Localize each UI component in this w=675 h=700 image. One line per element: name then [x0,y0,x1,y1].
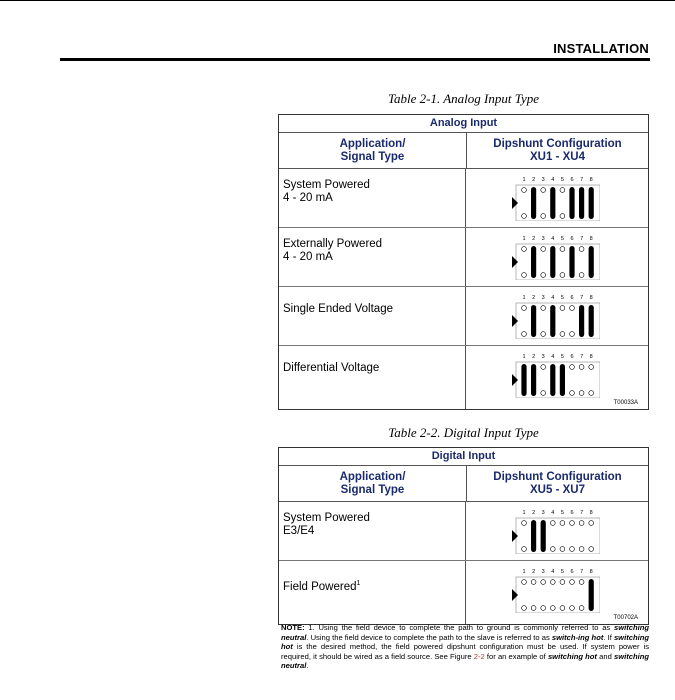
signal-type-line1: System Powered [283,512,370,524]
shunt-bar [531,246,536,278]
shunt-bar [579,187,584,219]
pin-number: 1 [522,236,526,242]
table2-col1-line2: Signal Type [340,483,405,496]
open-contact-top [550,521,555,526]
figure-code: T00702A [613,615,638,621]
open-contact-bottom [589,391,594,396]
dipshunt-diagram [510,567,600,613]
pin-number: 4 [551,177,555,183]
signal-type-line1: Externally Powered [283,238,383,250]
note-text: and [596,651,614,661]
signal-type-cell [279,346,466,409]
pin-number: 2 [532,354,536,360]
open-contact-top [589,521,594,526]
table1-col1-line1: Application/ [339,137,406,150]
open-contact-top [579,521,584,526]
pin-number: 5 [560,569,564,575]
pin-number: 5 [560,295,564,301]
open-contact-bottom [541,332,546,337]
signal-type-cell [279,561,466,624]
shunt-bar [589,246,594,278]
pin-number: 7 [580,177,584,183]
open-contact-bottom [522,606,527,611]
pin-number: 2 [532,236,536,242]
table-row [279,502,648,561]
table-note [281,623,649,671]
pin-number: 4 [551,510,555,516]
table2-col1-line1: Application/ [339,470,406,483]
pin-number: 4 [551,236,555,242]
open-contact-bottom [589,547,594,552]
pin-number: 6 [570,177,574,183]
pin-number: 6 [570,295,574,301]
open-contact-top [522,188,527,193]
signal-type-line2: 4 - 20 mA [283,251,333,263]
dipshunt-cell [466,346,648,409]
open-contact-top [550,580,555,585]
pin-number: 5 [560,236,564,242]
note-text: for an example of [484,651,548,661]
table-row [279,346,648,409]
dipshunt-diagram [510,508,600,554]
open-contact-top [541,247,546,252]
open-contact-top [522,306,527,311]
pin-number: 3 [541,236,545,242]
dipshunt-housing [516,362,600,398]
pin-number: 7 [580,295,584,301]
pin-number: 8 [589,510,593,516]
orientation-marker [512,530,518,542]
table-row [279,287,648,346]
pin-number: 3 [541,354,545,360]
open-contact-top [570,521,575,526]
dipshunt-cell [466,287,648,345]
open-contact-top [579,580,584,585]
pin-number: 3 [541,510,545,516]
note-emphasis: switching neutral [281,651,649,671]
open-contact-bottom [550,606,555,611]
pin-number: 3 [541,569,545,575]
dipshunt-cell [466,169,648,227]
pin-number: 4 [551,354,555,360]
note-emphasis: switching neutral [281,623,649,642]
open-contact-bottom [541,391,546,396]
header-rule [60,58,650,61]
orientation-marker [512,256,518,268]
open-contact-bottom [541,273,546,278]
digital-input-table [278,447,649,625]
pin-number: 4 [551,569,555,575]
pin-number: 8 [589,295,593,301]
open-contact-bottom [560,332,565,337]
note-text: . If [603,632,614,642]
open-contact-top [570,365,575,370]
pin-number: 2 [532,295,536,301]
open-contact-bottom [560,547,565,552]
pin-number: 7 [580,354,584,360]
dipshunt-cell [466,502,648,560]
footnote-marker: 1 [356,580,361,587]
pin-number: 6 [570,569,574,575]
open-contact-bottom [570,332,575,337]
shunt-bar [531,187,536,219]
table1-col-dipshunt [467,133,648,168]
shunt-bar [569,246,574,278]
note-emphasis: switch-ing hot [551,632,604,642]
orientation-marker [512,197,518,209]
open-contact-top [579,365,584,370]
table2-column-headers [279,466,648,502]
note-text: . Using the field device to complete the path to the slave is referred to as [306,632,552,642]
table1-header: Analog Input [279,115,648,133]
signal-type-line2: 4 - 20 mA [283,192,333,204]
pin-number: 6 [570,354,574,360]
dipshunt-diagram [510,352,600,398]
table1-col2-line2: XU1 - XU4 [530,150,585,163]
open-contact-bottom [522,332,527,337]
pin-number: 2 [532,177,536,183]
open-contact-top [579,247,584,252]
shunt-bar [521,364,526,396]
open-contact-bottom [522,273,527,278]
pin-number: 7 [580,510,584,516]
open-contact-top [560,247,565,252]
note-text: 1. Using the field device to complete the path to ground is commonly referred to as [304,623,614,632]
pin-number: 5 [560,510,564,516]
dipshunt-cell [466,228,648,286]
pin-number: 5 [560,177,564,183]
open-contact-top [541,188,546,193]
pin-number: 2 [532,510,536,516]
open-contact-bottom [579,273,584,278]
shunt-bar [589,305,594,337]
open-contact-top [570,580,575,585]
section-title: INSTALLATION [553,41,649,56]
note-label: NOTE: [281,623,305,632]
dipshunt-housing [516,577,600,613]
signal-type-cell [279,228,466,286]
open-contact-top [541,365,546,370]
open-contact-bottom [570,606,575,611]
orientation-marker [512,374,518,386]
shunt-bar [550,187,555,219]
table2-col-dipshunt [467,466,648,501]
table2-caption: Table 2-2. Digital Input Type [388,425,539,440]
note-emphasis: switching hot [547,651,597,661]
pin-number: 3 [541,295,545,301]
dipshunt-diagram [510,175,600,221]
note-text: is the desired method, the field powered dipshunt configuration must be used. If system power is required, it should be wired as a field source. See Figure [281,642,649,661]
table1-col-application [279,133,467,168]
pin-number: 6 [570,510,574,516]
open-contact-bottom [522,547,527,552]
dipshunt-housing [516,244,600,280]
dipshunt-cell [466,561,648,624]
shunt-bar [541,520,546,552]
pin-number: 8 [589,569,593,575]
analog-input-table [278,114,649,410]
open-contact-top [541,580,546,585]
note-text: . [306,661,309,671]
figure-reference-link[interactable]: 2-2 [473,651,485,661]
dipshunt-housing [516,185,600,221]
open-contact-bottom [541,214,546,219]
open-contact-bottom [560,606,565,611]
table2-col2-line1: Dipshunt Configuration [493,470,622,483]
note-emphasis: switching hot [281,632,649,652]
pin-number: 3 [541,177,545,183]
open-contact-top [589,365,594,370]
shunt-bar [550,305,555,337]
pin-number: 1 [522,295,526,301]
open-contact-top [531,580,536,585]
open-contact-bottom [579,547,584,552]
open-contact-top [560,521,565,526]
table2-header: Digital Input [279,448,648,466]
pin-number: 1 [522,354,526,360]
open-contact-top [522,580,527,585]
pin-number: 8 [589,354,593,360]
shunt-bar [531,305,536,337]
open-contact-bottom [579,391,584,396]
open-contact-bottom [560,214,565,219]
signal-type-line1: Differential Voltage [283,362,380,374]
open-contact-top [560,188,565,193]
pin-number: 5 [560,354,564,360]
open-contact-bottom [570,391,575,396]
signal-type-line1: Single Ended Voltage [283,303,393,315]
open-contact-bottom [579,606,584,611]
orientation-marker [512,315,518,327]
shunt-bar [550,246,555,278]
open-contact-bottom [560,273,565,278]
pin-number: 1 [522,177,526,183]
table2-col-application [279,466,467,501]
table-row [279,561,648,624]
open-contact-bottom [570,547,575,552]
shunt-bar [531,364,536,396]
pin-number: 6 [570,236,574,242]
open-contact-bottom [522,214,527,219]
pin-number: 8 [589,236,593,242]
open-contact-top [541,306,546,311]
signal-type-line1 [283,577,461,594]
signal-type-line1: System Powered [283,179,370,191]
orientation-marker [512,589,518,601]
shunt-bar [589,579,594,611]
dipshunt-diagram [510,234,600,280]
table1-col2-line1: Dipshunt Configuration [493,137,622,150]
signal-type-text: Field Powered [283,580,357,593]
signal-type-cell [279,169,466,227]
open-contact-top [522,247,527,252]
signal-type-cell [279,502,466,560]
table-row [279,169,648,228]
pin-number: 8 [589,177,593,183]
dipshunt-housing [516,303,600,339]
dipshunt-housing [516,518,600,554]
pin-number: 4 [551,295,555,301]
open-contact-top [560,580,565,585]
pin-number: 2 [532,569,536,575]
figure-code: T00033A [613,400,638,406]
top-border [0,0,675,1]
table1-col1-line2: Signal Type [340,150,405,163]
shunt-bar [560,364,565,396]
open-contact-bottom [541,606,546,611]
pin-number: 7 [580,236,584,242]
open-contact-bottom [531,606,536,611]
open-contact-top [522,521,527,526]
pin-number: 7 [580,569,584,575]
shunt-bar [589,187,594,219]
open-contact-bottom [550,547,555,552]
shunt-bar [531,520,536,552]
table2-col2-line2: XU5 - XU7 [530,483,585,496]
signal-type-cell [279,287,466,345]
table1-column-headers [279,133,648,169]
shunt-bar [569,187,574,219]
open-contact-top [570,306,575,311]
dipshunt-diagram [510,293,600,339]
pin-number: 1 [522,510,526,516]
table1-caption: Table 2-1. Analog Input Type [387,91,540,106]
shunt-bar [579,305,584,337]
open-contact-top [560,306,565,311]
signal-type-line2: E3/E4 [283,525,315,537]
pin-number: 1 [522,569,526,575]
shunt-bar [550,364,555,396]
table-row [279,228,648,287]
